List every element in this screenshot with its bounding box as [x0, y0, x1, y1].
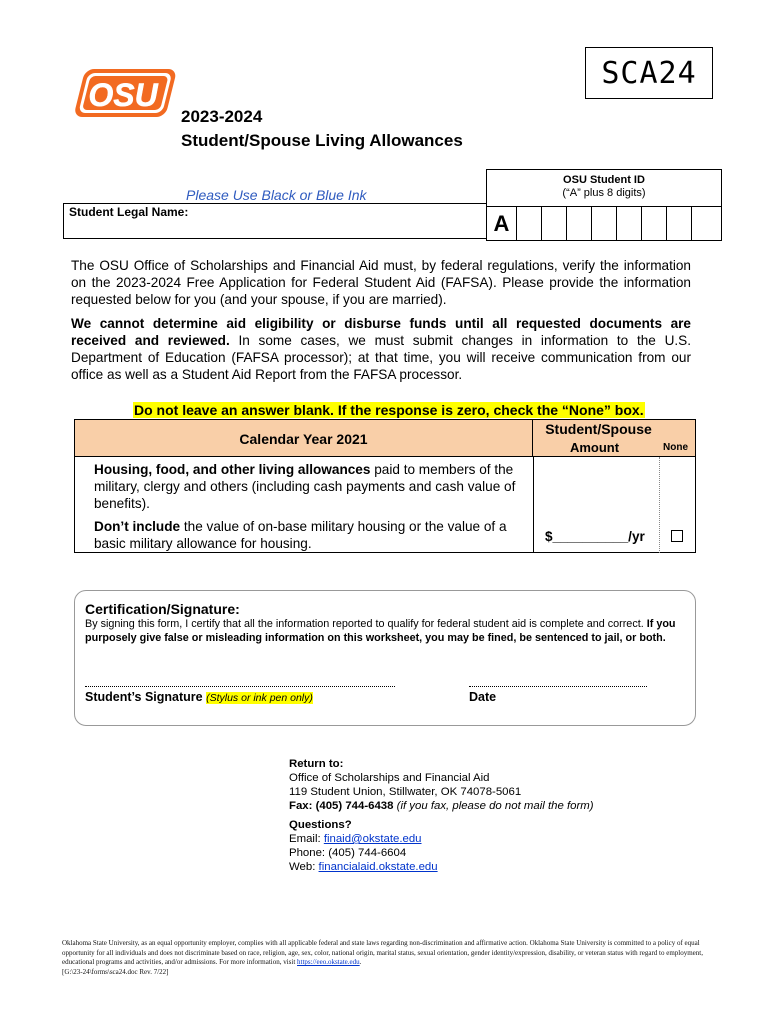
amount-header: Amount	[533, 438, 657, 457]
certification-warning: If you purposely give false or misleading information on this worksheet, you may be fined, be sentenced to jail, or both.	[85, 618, 676, 644]
blank-answer-warning: Do not leave an answer blank. If the response is zero, check the “None” box.	[134, 402, 644, 418]
osu-logo	[64, 66, 178, 120]
student-id-digit[interactable]	[667, 207, 692, 240]
notice-paragraph	[71, 315, 691, 383]
intro-paragraph: The OSU Office of Scholarships and Financial Aid must, by federal regulations, verify the information on the 2023-2024 Free Application for Federal Student Aid (FAFSA). Please provide the information requested below for you (and your spouse, if you are married).	[71, 258, 691, 307]
housing-bold: Housing, food, and other living allowances	[94, 462, 371, 477]
footer	[62, 939, 710, 977]
ink-note: Please Use Black or Blue Ink	[186, 187, 367, 203]
form-year: 2023-2024	[181, 107, 263, 126]
form-title: Student/Spouse Living Allowances	[181, 131, 463, 150]
document-reference: [G:\23-24\forms\sca24.doc Rev. 7/22]	[62, 967, 169, 976]
student-id-digit[interactable]	[542, 207, 567, 240]
eeo-link[interactable]: https://eeo.okstate.edu	[297, 958, 360, 966]
certification-statement: By signing this form, I certify that all the information reported to qualify for federal student aid is complete and correct.	[85, 618, 644, 630]
email-link[interactable]: finaid@okstate.edu	[323, 833, 422, 845]
housing-text: paid to members of the military, clergy and others (including cash payments and cash value of benefits).	[94, 462, 516, 511]
none-checkbox[interactable]	[671, 530, 683, 542]
fax-note: (if you fax, please do not mail the form)	[393, 800, 594, 812]
questions-block	[289, 818, 438, 874]
signature-label	[85, 690, 313, 704]
notice-bold: We cannot determine aid eligibility or disburse funds until all requested documents are received and reviewed.	[71, 316, 691, 348]
student-id-prefix: A	[487, 207, 517, 240]
student-name-label: Student Legal Name:	[69, 205, 189, 219]
eeo-period: .	[359, 958, 362, 966]
phone: Phone: (405) 744-6604	[289, 847, 407, 859]
student-id-digit[interactable]	[517, 207, 542, 240]
return-to-block	[289, 757, 594, 813]
stylus-note: (Stylus or ink pen only)	[206, 692, 313, 704]
student-spouse-header: Student/Spouse	[533, 420, 664, 439]
osu-logo-text: OSU	[88, 77, 158, 113]
eeo-statement: Oklahoma State University, as an equal opportunity employer, complies with all applicable federal and state laws regarding non-discrimination and affirmative action. Oklahoma State University is committed to a policy of equal opportunity for all individuals and does not discriminate based on race, religion, age, sex, color, national origin, marital status, sexual orientation, gender identity/expression, disability, or veteran status with regard to employment, educational programs and activities, and/or admissions. For more information, visit	[62, 939, 703, 966]
student-id-header	[487, 170, 721, 207]
student-id-label: OSU Student ID	[563, 174, 645, 186]
notice-text: In some cases, we must submit changes in information to the U.S. Department of Education (FAFSA processor); at that time, you will receive communication from our office as well as a Student Aid Report from the FAFSA processor.	[71, 333, 692, 382]
exclusion-text: the value of on-base military housing or the value of a basic military allowance for housing.	[94, 519, 507, 551]
student-id-digit[interactable]	[692, 207, 717, 240]
return-to-heading: Return to:	[289, 758, 344, 770]
student-id-sublabel: (“A” plus 8 digits)	[562, 187, 646, 199]
certification-title: Certification/Signature:	[85, 601, 240, 617]
signature-label-text: Student’s Signature	[85, 690, 203, 704]
calendar-year-header: Calendar Year 2021	[75, 420, 533, 457]
date-label: Date	[469, 690, 497, 704]
date-line[interactable]	[469, 686, 647, 688]
student-id-digit[interactable]	[642, 207, 667, 240]
questions-heading: Questions?	[289, 819, 352, 831]
form-id: SCA24	[585, 47, 713, 99]
certification-text	[85, 618, 687, 645]
web-link[interactable]: financialaid.okstate.edu	[318, 861, 438, 873]
amount-per-year-field[interactable]: $__________/yr	[545, 529, 645, 544]
student-id-digit[interactable]	[617, 207, 642, 240]
exclusion-bold: Don’t include	[94, 519, 181, 534]
return-address: 119 Student Union, Stillwater, OK 74078-5061	[289, 786, 522, 798]
return-office: Office of Scholarships and Financial Aid	[289, 772, 490, 784]
signature-line[interactable]	[85, 686, 395, 688]
table-divider	[659, 457, 661, 553]
housing-allowance-description	[94, 461, 524, 512]
email-label: Email:	[289, 833, 324, 845]
none-header: None	[656, 438, 695, 457]
student-id-digit[interactable]	[592, 207, 617, 240]
student-id-box	[486, 169, 722, 241]
header-fill	[664, 420, 695, 439]
student-id-digit[interactable]	[567, 207, 592, 240]
web-label: Web:	[289, 861, 319, 873]
fax-number: Fax: (405) 744-6438	[289, 800, 394, 812]
exclusion-description	[94, 518, 524, 552]
table-divider	[533, 457, 534, 553]
student-id-cells	[487, 207, 721, 240]
